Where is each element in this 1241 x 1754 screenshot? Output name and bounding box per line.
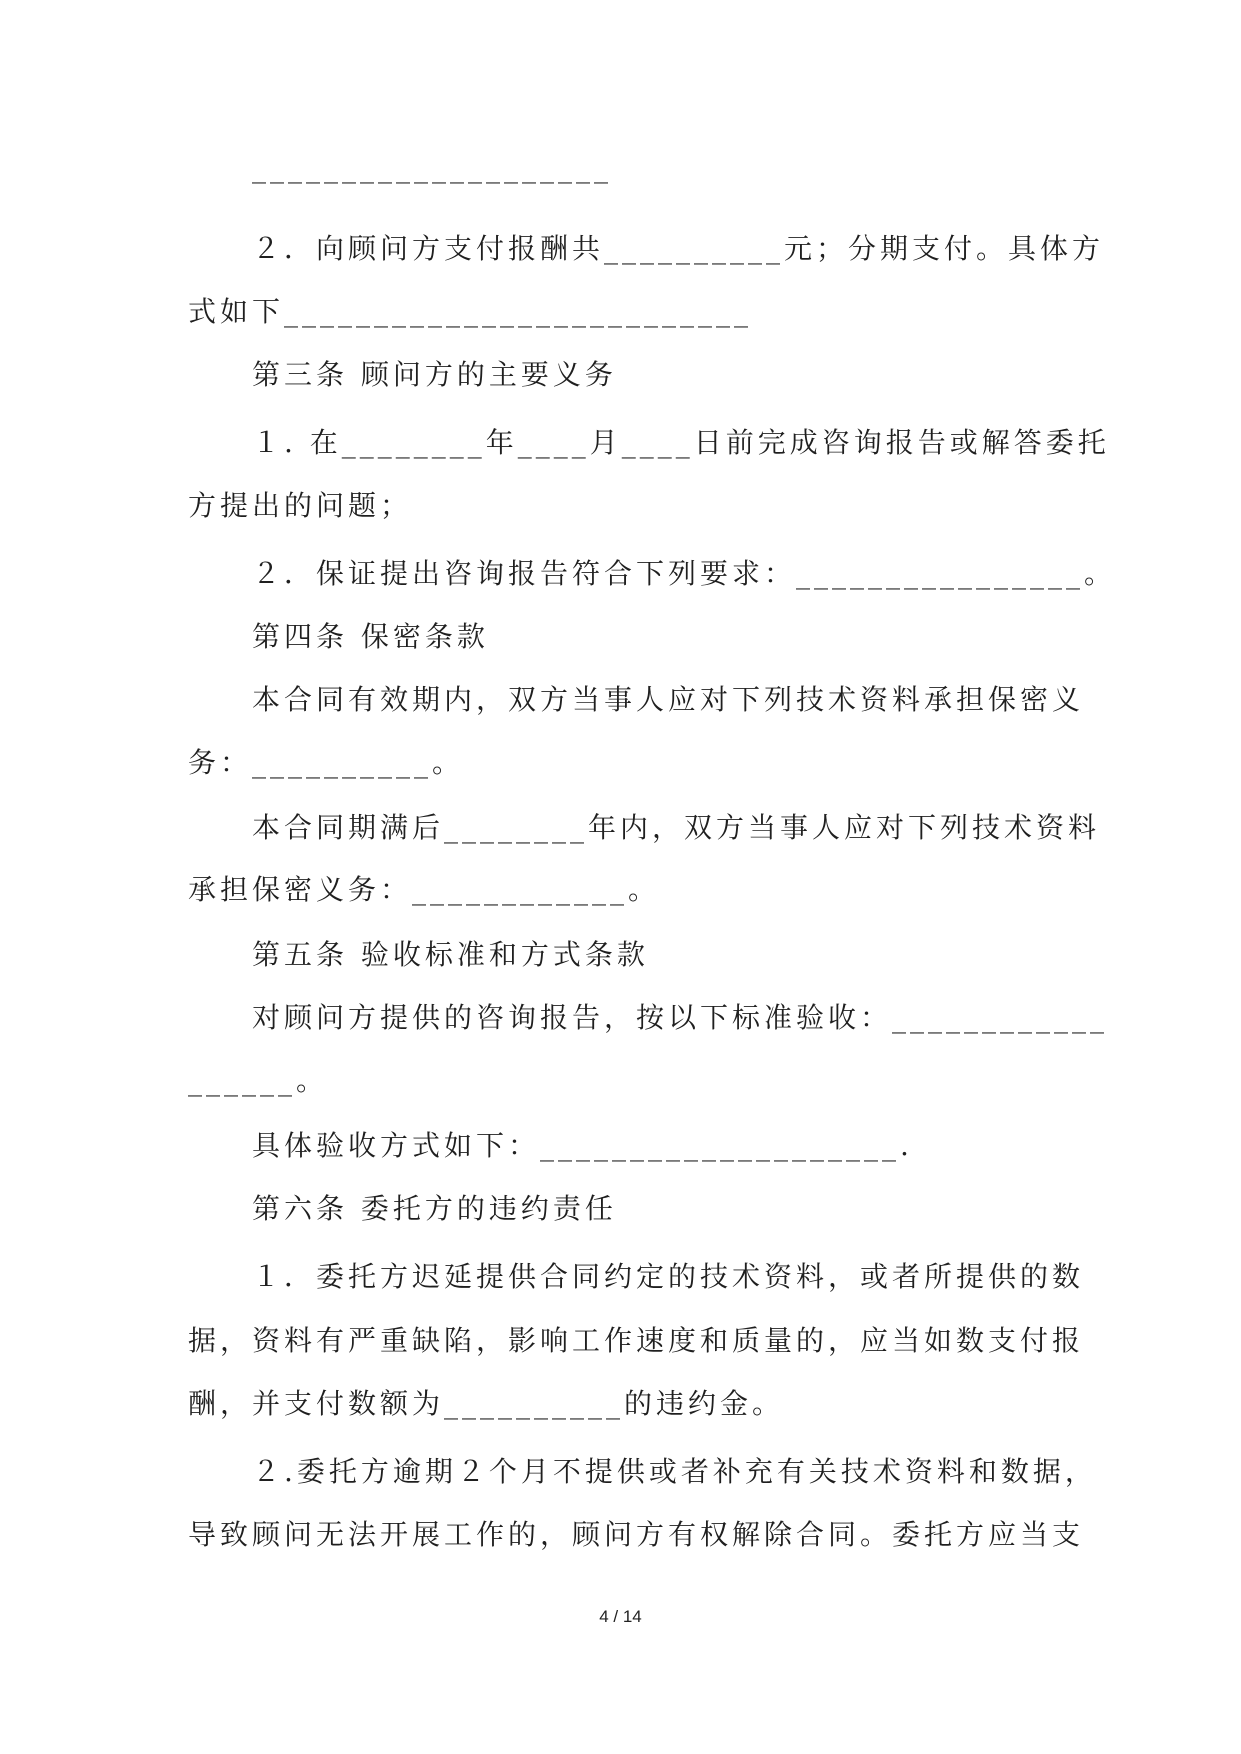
- article-4-paragraph-1-line-2: 务：__________。: [188, 746, 465, 779]
- article-5-paragraph-2: 具体验收方式如下：____________________.: [252, 1129, 913, 1162]
- article-3-item-1-line-2: 方提出的问题；: [188, 489, 413, 522]
- article-6-item-1-line-2: 据，资料有严重缺陷，影响工作速度和质量的，应当如数支付报: [188, 1324, 1085, 1357]
- article-4-heading: 第四条 保密条款: [252, 620, 489, 653]
- page-number: 4 / 14: [599, 1607, 642, 1626]
- article-5-paragraph-1-line-1: 对顾问方提供的咨询报告，按以下标准验收：____________: [252, 1001, 1109, 1034]
- article-3-heading: 第三条 顾问方的主要义务: [252, 358, 617, 391]
- article-6-heading: 第六条 委托方的违约责任: [252, 1192, 617, 1225]
- blank-line-1: ____________________: [252, 151, 612, 184]
- article-5-heading: 第五条 验收标准和方式条款: [252, 938, 649, 971]
- article-5-paragraph-1-line-2: ______。: [188, 1064, 329, 1097]
- article-6-item-2-line-2: 导致顾问无法开展工作的，顾问方有权解除合同。委托方应当支: [188, 1518, 1085, 1551]
- article-3-item-2: ２．保证提出咨询报告符合下列要求：________________。: [252, 557, 1117, 590]
- article-4-paragraph-1-line-1: 本合同有效期内，双方当事人应对下列技术资料承担保密义: [252, 683, 1085, 716]
- clause-2-payment-line-1: ２．向顾问方支付报酬共__________元；分期支付。具体方: [252, 232, 1105, 265]
- article-3-item-1-line-1: １. 在________年____月____日前完成咨询报告或解答委托: [252, 426, 1110, 459]
- article-6-item-1-line-3: 酬，并支付数额为__________的违约金。: [188, 1387, 785, 1420]
- article-6-item-2-line-1: ２.委托方逾期２个月不提供或者补充有关技术资料和数据，: [252, 1455, 1097, 1488]
- article-4-paragraph-2-line-1: 本合同期满后________年内，双方当事人应对下列技术资料: [252, 811, 1101, 844]
- article-6-item-1-line-1: １．委托方迟延提供合同约定的技术资料，或者所提供的数: [252, 1260, 1085, 1293]
- article-4-paragraph-2-line-2: 承担保密义务：____________。: [188, 873, 661, 906]
- clause-2-payment-line-2: 式如下__________________________: [188, 295, 753, 328]
